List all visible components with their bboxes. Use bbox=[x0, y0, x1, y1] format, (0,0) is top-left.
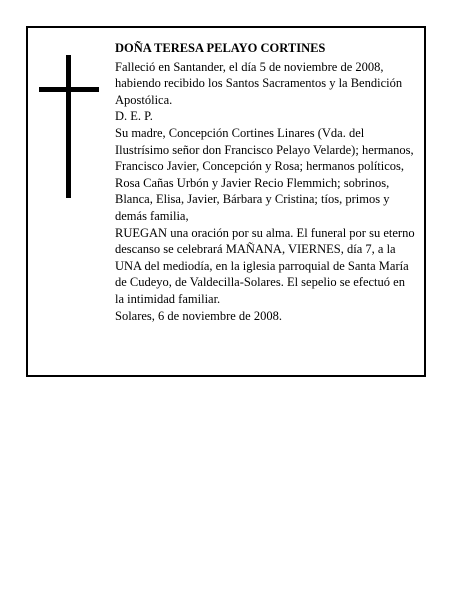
funeral-details: RUEGAN una oración por su alma. El funeral por su eterno descanso se celebrará MAÑANA, VIERNES, día 7, a la UNA del mediodía, en la iglesia parroquial de Santa María de Cudeyo, de Valdecilla-Solares. El sepelio se efectuó en la intimidad familiar. bbox=[115, 225, 415, 306]
family-list: Su madre, Concepción Cortines Linares (Vda. del Ilustrísimo señor don Francisco Pelayo Velarde); hermanos, Francisco Javier, Concepción y Rosa; hermanos políticos, Rosa Cañas Urbón y Javier Recio Flemmich; sobrinos, Blanca, Elisa, Javier, Bárbara y Cristina; tíos, primos y demás familia, bbox=[115, 125, 414, 223]
deceased-name: DOÑA TERESA PELAYO CORTINES bbox=[115, 41, 326, 55]
rest-in-peace: D. E. P. bbox=[115, 109, 153, 124]
cross-vertical-bar bbox=[66, 55, 71, 198]
obituary-text bbox=[115, 40, 415, 324]
cross-horizontal-bar bbox=[39, 87, 99, 92]
place-and-date: Solares, 6 de noviembre de 2008. bbox=[115, 308, 282, 323]
death-announcement: Falleció en Santander, el día 5 de noviembre de 2008, habiendo recibido los Santos Sacramentos y la Bendición Apostólica. bbox=[115, 59, 403, 107]
obituary-notice bbox=[26, 26, 426, 377]
latin-cross-icon bbox=[39, 55, 99, 198]
